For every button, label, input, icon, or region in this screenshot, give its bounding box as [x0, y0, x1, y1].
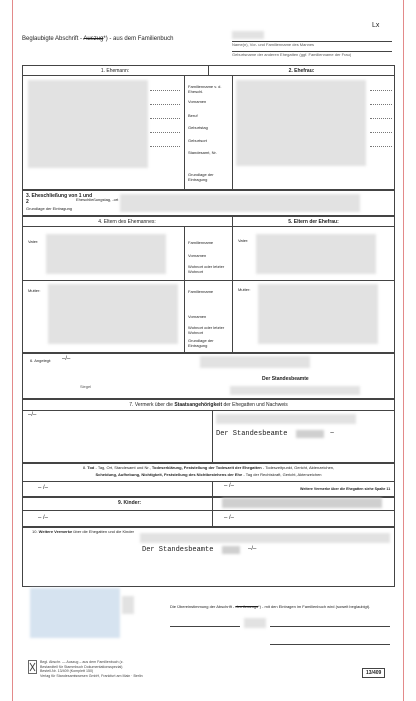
- parents-basis-field: Grundlage der Eintragung: [188, 338, 214, 348]
- right-margin-line: [403, 0, 404, 701]
- husband-header: 1. Ehemann:: [100, 68, 130, 74]
- created-dashes: –/–: [62, 356, 71, 362]
- certification-text: Die Übereinstimmung der Abschrift - des Auszugs*) - mit den Eintragen im Familienbuch wird (soweit beglaubigt).: [170, 604, 371, 609]
- document-title: Beglaubigte Abschrift - Auszug*) - aus dem Familienbuch: [22, 36, 174, 42]
- further-notes-dashes: –/–: [248, 546, 257, 552]
- field-given-names: Vornamen: [188, 99, 207, 104]
- mother-given-names-field: Vornamen: [188, 314, 207, 319]
- children-label: 9. Kinder:: [118, 500, 142, 506]
- redacted-citizenship-signature: [296, 430, 324, 438]
- place-caption: Siegel: [80, 384, 92, 389]
- citizenship-label: 7. Vermerk über die Staatsangehörigkeit der Ehegatten und Nachweis: [129, 402, 288, 408]
- redacted-wife-data: [236, 80, 366, 166]
- children-dashes-left: – /–: [38, 515, 49, 521]
- mother-residence-field: Wohnort oder letzter Wohnort: [188, 325, 225, 335]
- father-residence-field: Wohnort oder letzter Wohnort: [188, 264, 225, 274]
- husband-parents-header: 4. Eltern des Ehemannes:: [98, 219, 156, 225]
- field-family-name: Familienname v. d. Eheschl.: [188, 84, 222, 94]
- redacted-husband-data: [28, 80, 148, 168]
- further-notes-hint: Weitere Vermerke über die Ehegatten siehe Spalte 11: [300, 487, 391, 491]
- death-dashes-right: – /–: [224, 483, 235, 489]
- redacted-citizenship-stamp: [216, 414, 356, 424]
- death-divorce-label-2: Scheidung, Aufhebung, Nichtigkeit, Feststellung des Nichtbestehens der Ehe - Tag der Rechtskraft, Gericht, Aktenzeichen: [95, 472, 322, 477]
- redacted-further-notes-signature: [222, 546, 240, 554]
- further-notes-registrar: Der Standesbeamte: [142, 546, 214, 554]
- left-margin-line: [12, 0, 13, 701]
- registrar-caption: Der Standesbeamte: [262, 376, 309, 382]
- redacted-seal-edge: [122, 596, 134, 614]
- marriage-label: 3. Eheschließung von 1 und 2: [26, 193, 93, 205]
- footer-line-4: Verlag für Standesamtswesen GmbH, Frankfurt am Main · Berlin: [40, 673, 143, 678]
- field-occupation: Beruf: [188, 113, 198, 118]
- redacted-wife-father: [256, 234, 376, 274]
- signature-dash: ~: [330, 430, 335, 437]
- footer-imprint: [40, 660, 143, 678]
- marriage-date-label: Eheschließungstag, -ort: [76, 197, 119, 202]
- wife-father-label: Vater:: [238, 238, 249, 243]
- wife-header: 2. Ehefrau:: [288, 68, 315, 74]
- children-dashes-right: – /–: [224, 515, 235, 521]
- wife-name-label: Geburtsname der anderen Ehegatten (ggf. Familienname der Frau): [232, 52, 352, 57]
- marriage-basis-label: Grundlage der Eintragung: [26, 206, 73, 211]
- publisher-logo-icon: [28, 660, 37, 674]
- field-birth-date: Geburtstag: [188, 125, 208, 130]
- redacted-wife-mother: [258, 284, 378, 344]
- footer-line-1: Begl. Abschr. — Auszug – aus dem Familienbuch (z.: [40, 660, 124, 664]
- redacted-further-notes: [140, 533, 390, 543]
- husband-father-label: Vater:: [28, 239, 39, 244]
- husband-name-label: Name(n), Vor- und Familienname des Mannes: [232, 42, 315, 47]
- footer-line-3: Bestell-Nr. 13/409 (Komplett 150): [40, 669, 94, 674]
- footer-line-2: Bestandteil für Stammbuch Dokumentationsspezial): [40, 664, 123, 669]
- form-number: 13/409: [362, 668, 385, 678]
- redacted-registrar-signature: [230, 386, 360, 395]
- redacted-children: [222, 498, 382, 508]
- death-dashes-left: – /–: [38, 485, 49, 491]
- citizenship-registrar: Der Standesbeamte: [216, 430, 288, 438]
- citizenship-dashes: –/–: [28, 412, 37, 418]
- publisher-logo: [28, 660, 37, 674]
- mother-family-name-field: Familienname: [188, 289, 214, 294]
- citizenship-section: [22, 399, 395, 463]
- redacted-husband-father: [46, 234, 166, 274]
- field-registry-office: Standesamt, Nr.: [188, 150, 217, 155]
- redacted-created-place: [200, 356, 310, 368]
- redacted-cert-date: [244, 618, 266, 628]
- further-notes-label: 10. Weitere Vermerke über die Ehegatten und die Kinder: [32, 529, 135, 534]
- father-given-names-field: Vornamen: [188, 253, 207, 258]
- wife-mother-label: Mutter:: [238, 287, 251, 292]
- created-label: 6. Angelegt:: [30, 358, 52, 363]
- father-family-name-field: Familienname: [188, 240, 214, 245]
- redacted-seal: [30, 588, 120, 638]
- redacted-marriage-data: [120, 194, 360, 212]
- redacted-name: [232, 31, 264, 39]
- redacted-husband-mother: [48, 284, 178, 344]
- corner-mark: Lx: [372, 22, 380, 29]
- field-birth-place: Geburtsort: [188, 138, 207, 143]
- husband-mother-label: Mutter:: [28, 288, 41, 293]
- wife-parents-header: 5. Eltern der Ehefrau:: [288, 219, 339, 225]
- death-divorce-label-1: 8. Tod - Tag, Ort, Standesamt und Nr., Todeserklärung, Feststellung der Todeszeit der Ehegatten - Todeszeitpunkt, Gericht, Aktenzeichen,: [82, 465, 335, 470]
- field-basis: Grundlage der Eintragung: [188, 172, 214, 182]
